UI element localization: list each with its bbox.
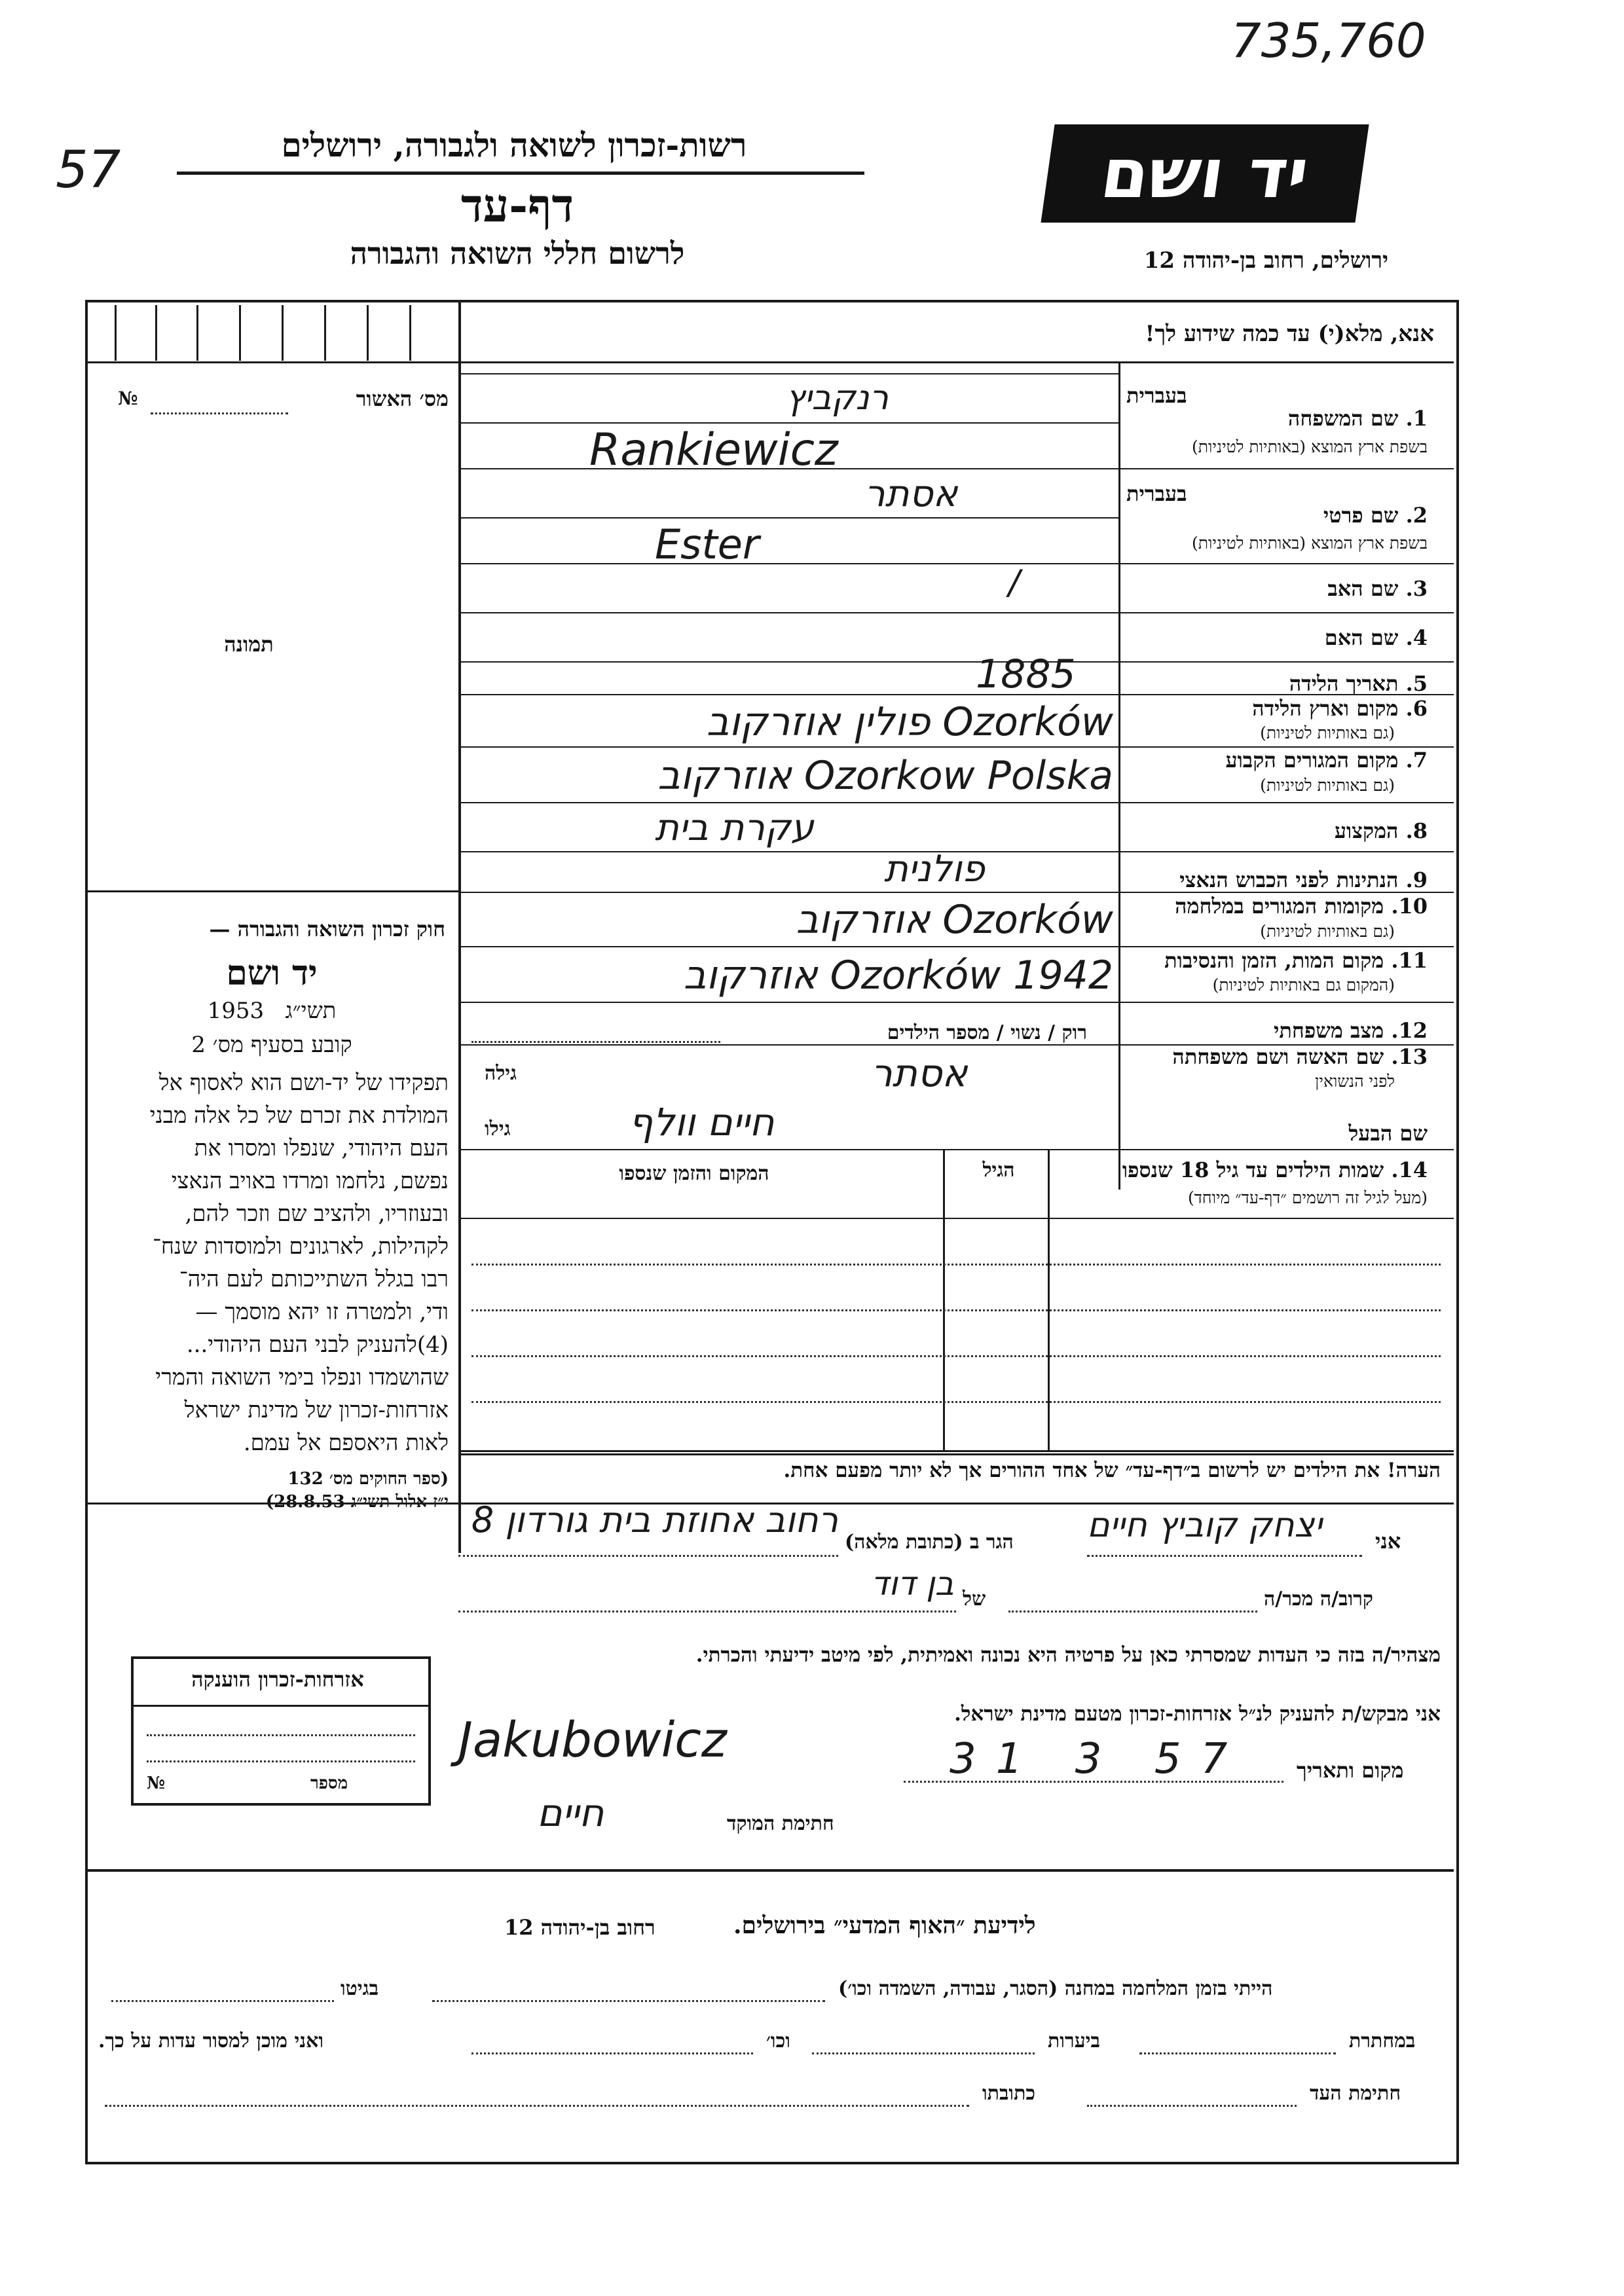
law-line: לקהילות, לארגונים ולמוסדות שנח־ — [152, 1233, 449, 1260]
row-line — [458, 612, 1454, 613]
field-6-num: 6. — [1405, 696, 1428, 721]
camp-line — [432, 2000, 825, 2002]
field-2-num: 2. — [1405, 503, 1428, 528]
grid-cell — [367, 305, 369, 361]
field-7-num: 7. — [1405, 748, 1428, 773]
table-col-line — [943, 1149, 945, 1450]
law-line: תפקידו של יד-ושם הוא לאסוף אל — [158, 1070, 449, 1096]
field-14-text: שמות הילדים עד גיל 18 שנספו — [1122, 1157, 1384, 1182]
table-row-line — [458, 1218, 1454, 1219]
law-brand: יד ושם — [226, 953, 318, 993]
header-underline — [177, 172, 864, 175]
field-11-text: מקום המות, הזמן והנסיבות — [1164, 948, 1384, 973]
forests-line — [812, 2052, 1035, 2054]
table-row-line — [471, 1355, 1441, 1357]
row-line — [458, 1044, 1454, 1046]
field-14-label — [1074, 1157, 1428, 1182]
grid-cell — [196, 305, 198, 361]
bottom-line3-signature: חתימת העד — [1310, 2082, 1401, 2105]
field-11-label — [1126, 948, 1428, 973]
of-label: של — [963, 1588, 986, 1611]
citizenship-box-line — [147, 1760, 415, 1762]
bottom-line3-address: כתובתו — [982, 2082, 1036, 2105]
family-status-options: רוק / נשוי / מספר הילדים — [887, 1021, 1087, 1044]
form-title: דף-עד — [460, 178, 574, 232]
field-9-label — [1126, 867, 1428, 892]
citizenship-number-mark: № — [147, 1774, 166, 1793]
table-header-age: הגיל — [982, 1159, 1015, 1182]
field-1-label — [1231, 406, 1428, 431]
field-4-num: 4. — [1405, 625, 1428, 650]
table-header-place: המקום והזמן שנספו — [619, 1162, 769, 1185]
etc-line — [471, 2052, 753, 2054]
law-source-date: י״ז אלול תשי״ג 28.8.53) — [265, 1492, 449, 1512]
record-number: 735,760 — [1231, 13, 1426, 68]
law-source: (ספר החוקים מס׳ 132 — [287, 1469, 449, 1489]
place-date-label: מקום ותאריך — [1297, 1758, 1404, 1783]
field-8-text: המקצוע — [1334, 818, 1399, 843]
grid-cell — [155, 305, 157, 361]
wife-age-label: גילה — [485, 1062, 517, 1085]
field-2-text: שם פרטי — [1323, 503, 1399, 528]
grid-cell — [115, 305, 117, 361]
field-1-sub: בשפת ארץ המוצא (באותיות לטיניות) — [1192, 437, 1428, 456]
request-text: אני מבקש/ת להעניק לנ״ל אזרחות-זכרון מטעם מדינת ישראל. — [954, 1702, 1441, 1726]
bottom-line2-etc: וכו׳ — [766, 2030, 790, 2052]
law-line: (4)להעניק לבני העם היהודי... — [186, 1332, 449, 1358]
photo-label: תמונה — [224, 632, 274, 657]
grid-cell — [409, 305, 411, 361]
form-subtitle: לרשום חללי השואה והגבורה — [350, 236, 685, 271]
row-line — [458, 563, 1454, 564]
row-line — [458, 1002, 1454, 1003]
field-13-text: שם האשה ושם משפחתה — [1172, 1044, 1384, 1069]
surname-latin-value: Rankiewicz — [589, 424, 838, 476]
husband-value: חיים וולף — [629, 1100, 775, 1144]
of-line — [458, 1611, 956, 1613]
field-6-label — [1166, 696, 1428, 721]
field-4-label — [1231, 625, 1428, 650]
field-6-text: מקום וארץ הלידה — [1252, 696, 1399, 721]
logo-text: יד ושם — [1096, 134, 1314, 213]
approval-label: מס׳ האשור — [356, 386, 449, 411]
field-1-side: בעברית — [1126, 383, 1187, 408]
birth-place-value: Ozorków פולין אוזרקוב — [706, 699, 1113, 745]
field-9-num: 9. — [1405, 867, 1428, 892]
relation-line — [1008, 1611, 1257, 1613]
bottom-line1-ghetto: בגיטו — [341, 1977, 379, 2000]
bottom-address: רחוב בן-יהודה 12 — [504, 1915, 655, 1940]
citizenship-number-label: מספר — [310, 1774, 348, 1793]
remark-text: הערה! את הילדים יש לרשום ב״דף-עד״ של אחד ההורים אך לא יותר מפעם אחת. — [783, 1459, 1441, 1482]
law-line: לאות היאספם אל עמם. — [243, 1430, 449, 1456]
field-8-label — [1231, 818, 1428, 843]
row-line — [458, 746, 1454, 748]
law-year-number: 1953 — [207, 998, 265, 1024]
field-10-sub: (גם באותיות לטיניות) — [1260, 922, 1395, 941]
law-line: העם היהודי, שנפלו ומסרו את — [194, 1135, 449, 1161]
witness-name-line — [1087, 1555, 1362, 1557]
authority-name: רשות-זכרון לשואה ולגבורה, ירושלים — [281, 126, 747, 164]
row-line — [458, 661, 1454, 663]
field-3-num: 3. — [1405, 576, 1428, 601]
firstname-latin-value: Ester — [655, 520, 760, 568]
field-12-label — [1231, 1018, 1428, 1043]
field-10-label — [1126, 894, 1428, 919]
ghetto-line — [111, 2000, 334, 2002]
table-row-line — [471, 1401, 1441, 1403]
row-line — [458, 1149, 1454, 1150]
field-10-text: מקומות המגורים במלחמה — [1175, 894, 1384, 919]
husband-age-label: גילו — [485, 1118, 511, 1140]
law-line: ודי, ולמטרה זו יהא מוסמך — — [195, 1299, 449, 1325]
table-col-line — [1048, 1149, 1050, 1450]
field-6-sub: (גם באותיות לטיניות) — [1260, 723, 1395, 742]
law-year-hebrew: תשי״ג — [285, 998, 337, 1024]
intro-text: אנא, מלא(י) עד כמה שידוע לך! — [1145, 321, 1434, 347]
field-7-label — [1166, 748, 1428, 773]
field-2-sub: בשפת ארץ המוצא (באותיות לטיניות) — [1192, 534, 1428, 553]
birth-date-value: 1885 — [976, 651, 1076, 697]
field-11-sub: (המקום גם באותיות לטיניות) — [1212, 975, 1395, 994]
field-13-label — [1126, 1044, 1428, 1069]
field-5-num: 5. — [1405, 671, 1428, 696]
field-4-text: שם האם — [1324, 625, 1399, 650]
citizenship-box-rule — [134, 1705, 428, 1707]
witness-address-line — [458, 1555, 838, 1557]
profession-value: עקרת בית — [655, 807, 814, 849]
grid-cell — [324, 305, 326, 361]
witness-i-label: אני — [1375, 1529, 1401, 1554]
witness-address-label: הגר ב (כתובת מלאה) — [845, 1531, 1014, 1554]
bottom-divider — [86, 1869, 1454, 1872]
residence-value: Ozorkow Polska אוזרקוב — [657, 753, 1113, 799]
wartime-residence-value: Ozorków אוזרקוב — [796, 897, 1113, 943]
field-13-num: 13. — [1391, 1044, 1428, 1069]
field-13-sub: לפני הנשואין — [1315, 1072, 1395, 1091]
header-address: ירושלים, רחוב בן-יהודה 12 — [1143, 247, 1388, 274]
approval-dotted-line — [151, 412, 288, 414]
surname-hebrew-value: רנקביץ — [786, 378, 889, 418]
row-line — [458, 802, 1454, 803]
citizenship-box-line — [147, 1734, 415, 1736]
underground-line — [1139, 2052, 1336, 2054]
grid-cell — [239, 305, 241, 361]
field-3-text: שם האב — [1327, 576, 1399, 601]
field-10-num: 10. — [1391, 894, 1428, 919]
declaration-text: מצהיר/ה בזה כי העדות שמסרתי כאן על פרטיה היא נכונה ואמיתית, לפי מיטב ידיעתי והכרתי. — [695, 1643, 1441, 1667]
field-5-text: תאריך הלידה — [1289, 671, 1399, 696]
bottom-line2-forests: ביערות — [1048, 2030, 1101, 2052]
row-line — [458, 694, 1454, 695]
field-12-text: מצב משפחתי — [1274, 1018, 1384, 1043]
field-14-num: 14. — [1391, 1157, 1428, 1182]
husband-label: שם הבעל — [1348, 1121, 1428, 1146]
grid-cell — [282, 305, 284, 361]
field-11-num: 11. — [1391, 948, 1428, 973]
remark-top-line — [458, 1453, 1454, 1455]
firstname-hebrew-value: אסתר — [864, 473, 958, 515]
law-line: אזרחות-זכרון של מדינת ישראל — [184, 1397, 449, 1423]
field-9-text: הנתינות לפני הכבוש הנאצי — [1179, 867, 1399, 892]
bottom-line2-underground: במחתרת — [1349, 2030, 1416, 2052]
signature-label: חתימת המוקד — [727, 1812, 834, 1835]
field-3-label — [1231, 576, 1428, 601]
place-value: Jakubowicz — [458, 1712, 727, 1768]
bottom-line1-camp: הייתי בזמן המלחמה במחנה (הסגר, עבודה, השמדה וכו׳) — [838, 1977, 1273, 2000]
field-7-sub: (גם באותיות לטיניות) — [1260, 776, 1395, 795]
field-12-num: 12. — [1391, 1018, 1428, 1043]
table-bottom-line — [458, 1450, 1454, 1452]
field-5-label — [1198, 671, 1428, 696]
row-line — [458, 373, 1118, 374]
field-1-text: שם המשפחה — [1287, 406, 1399, 431]
citizenship-value: פולנית — [884, 848, 985, 890]
approval-number-mark: № — [118, 388, 138, 409]
law-line: המולדת את זכרם של כל אלה מבני — [149, 1102, 449, 1129]
relation-value: בן דוד — [871, 1565, 954, 1603]
yad-vashem-logo — [1041, 124, 1369, 223]
field-2-side: בעברית — [1126, 481, 1187, 506]
law-title: חוק זכרון השואה והגבורה — — [209, 917, 445, 941]
bottom-heading: לידיעת ״האוף המדעי״ בירושלים. — [733, 1912, 1036, 1939]
law-line: שהושמדו ונפלו בימי השואה והמרי — [155, 1364, 449, 1391]
law-line: רבו בגלל השתייכותם לעם היה־ — [179, 1266, 449, 1292]
field-1-num: 1. — [1405, 406, 1428, 431]
field-7-text: מקום המגורים הקבוע — [1225, 748, 1399, 773]
signature-value: חיים — [537, 1791, 604, 1835]
law-year — [98, 995, 445, 1027]
approval-grid-bottom — [86, 361, 1454, 363]
witness-address-bottom-line — [105, 2105, 969, 2107]
witness-name-value: יצחק קוביץ חיים — [1087, 1506, 1322, 1545]
citizenship-box-title: אזרחות-זכרון הוענקה — [191, 1667, 364, 1692]
death-value: 1942 Ozorków אוזרקוב — [683, 953, 1113, 998]
citizenship-box — [131, 1656, 431, 1806]
law-clause: קובע בסעיף מס׳ 2 — [191, 1032, 352, 1058]
bottom-line2-testimony: ואני מוכן למסור עדות על כך. — [98, 2030, 324, 2052]
row-line — [458, 892, 1454, 893]
relation-label: קרוב/ה מכר/ה — [1264, 1588, 1373, 1611]
table-row-line — [471, 1309, 1441, 1311]
field-14-sub: (מעל לגיל זה רושמים ״דף-עד״ מיוחד) — [1188, 1188, 1428, 1207]
row-line — [458, 946, 1454, 947]
father-value: / — [1008, 563, 1020, 602]
row-line — [458, 422, 1118, 424]
law-line: ובעוזריו, ולהציב שם וזכר להם, — [185, 1201, 449, 1227]
wife-value: אסתר — [871, 1051, 968, 1095]
date-value: 31 3 57 — [950, 1735, 1247, 1783]
field-2-label — [1231, 503, 1428, 528]
photo-bottom-line — [86, 890, 458, 892]
row-line — [458, 517, 1118, 519]
witness-signature-line — [1087, 2105, 1297, 2107]
left-column-divider — [458, 301, 461, 1553]
law-line: נפשם, נלחמו ומרדו באויב הנאצי — [171, 1168, 449, 1194]
field-8-num: 8. — [1405, 818, 1428, 843]
family-status-line — [471, 1041, 720, 1043]
witness-address-value: רחוב אחוזת בית גורדון 8 — [471, 1499, 838, 1540]
table-row-line — [471, 1264, 1441, 1266]
margin-number: 57 — [56, 141, 121, 200]
